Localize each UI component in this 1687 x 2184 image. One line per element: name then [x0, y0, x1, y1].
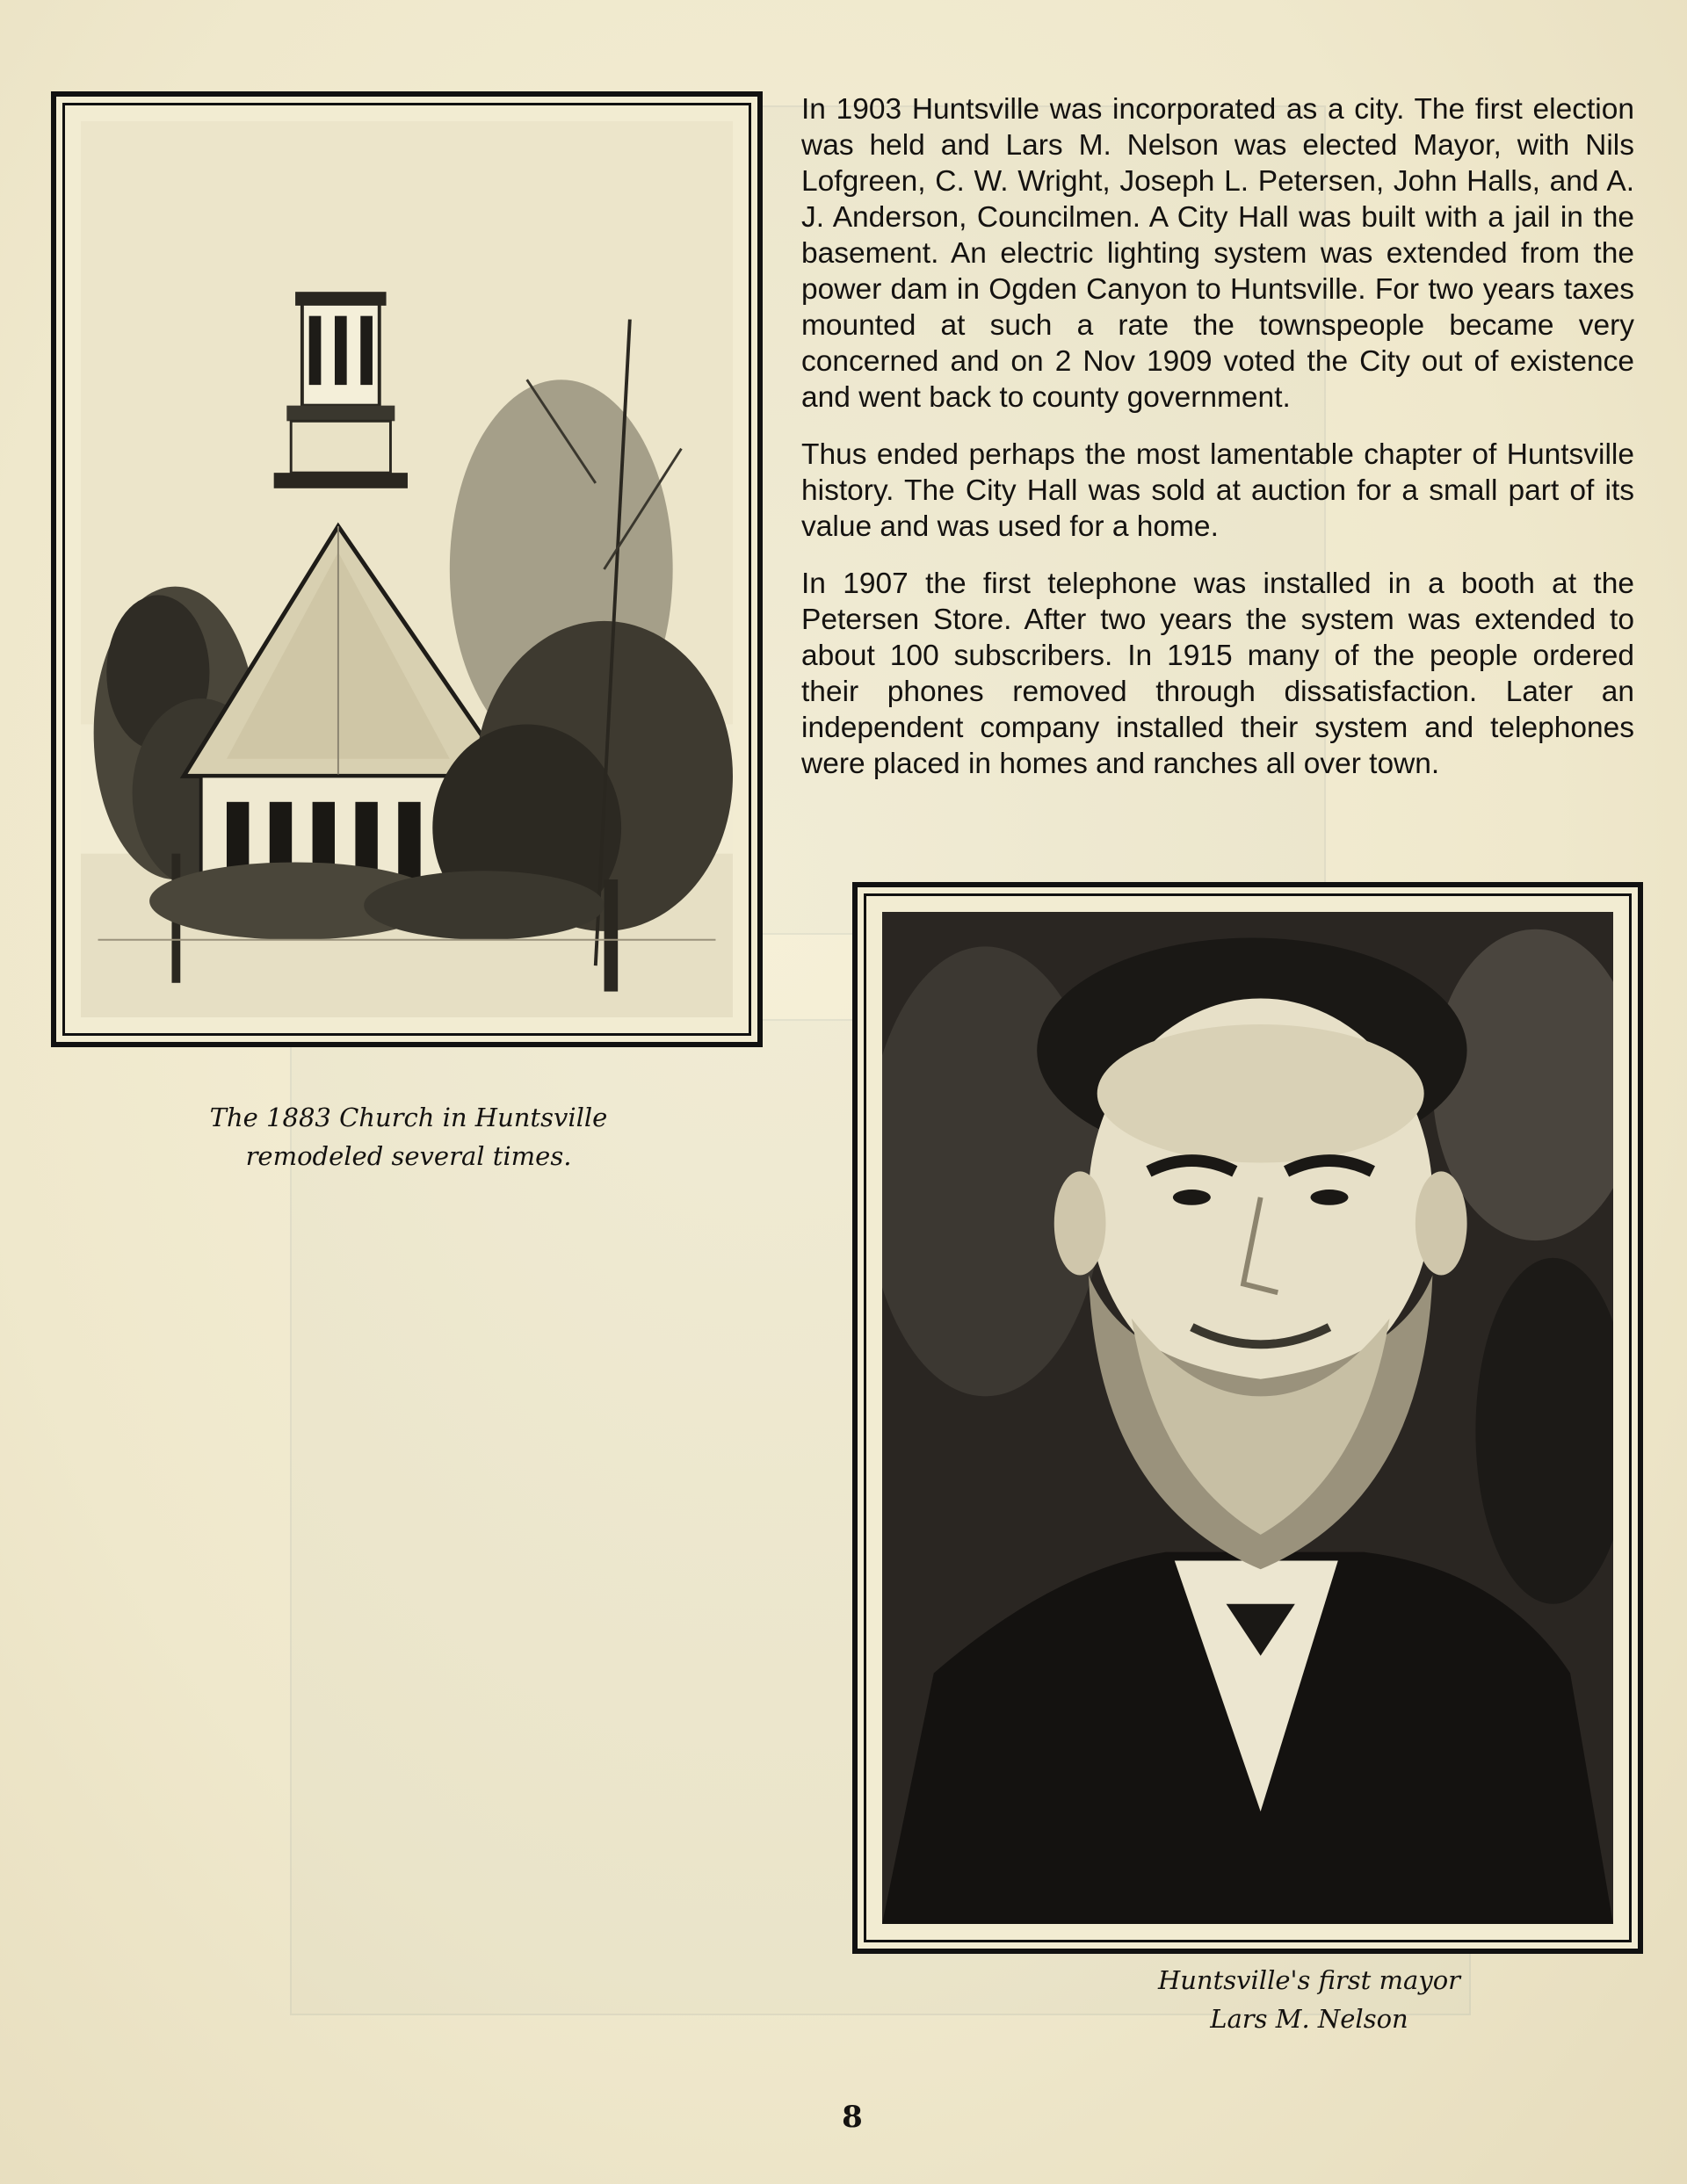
page-number: 8	[842, 2100, 863, 2135]
mayor-portrait	[882, 912, 1613, 1924]
church-photo-caption	[176, 1098, 641, 1175]
caption-line: Huntsville's first mayor	[1157, 1965, 1461, 1995]
mayor-photo-caption	[1081, 1961, 1538, 2038]
caption-line: The 1883 Church in Huntsville	[209, 1103, 608, 1132]
mayor-illustration	[882, 912, 1613, 1924]
church-photo-frame	[51, 91, 763, 1047]
paragraph: Thus ended perhaps the most lamentable chapter of Huntsville history. The City Hall was sold at auction for a small part of its value and was used for a home.	[801, 438, 1634, 543]
caption-line: remodeled several times.	[245, 1141, 572, 1171]
church-photo	[81, 121, 733, 1017]
church-illustration	[81, 121, 733, 1017]
caption-line: Lars M. Nelson	[1210, 2004, 1408, 2034]
paragraph: In 1903 Huntsville was incorporated as a city. The first election was held and Lars M. Nelson was elected Mayor, with Nils Lofgreen, C. W. Wright, Joseph L. Petersen, John Halls, and A. J. Anderson, Councilmen. A City Hall was built with a jail in the basement. An electric lighting system was extended from the power dam in Ogden Canyon to Huntsville. For two years taxes mounted at such a rate the townspeople became very concerned and on 2 Nov 1909 voted the City out of existence and went back to county government.	[801, 93, 1634, 414]
mayor-photo-frame	[852, 882, 1643, 1954]
article-text	[801, 91, 1634, 803]
paragraph: In 1907 the first telephone was installed in a booth at the Petersen Store. After two years the system was extended to about 100 subscribers. In 1915 many of the people ordered their phones removed through dissatisfaction. Later an independent company installed their system and telephones were placed in homes and ranches all over town.	[801, 568, 1634, 780]
